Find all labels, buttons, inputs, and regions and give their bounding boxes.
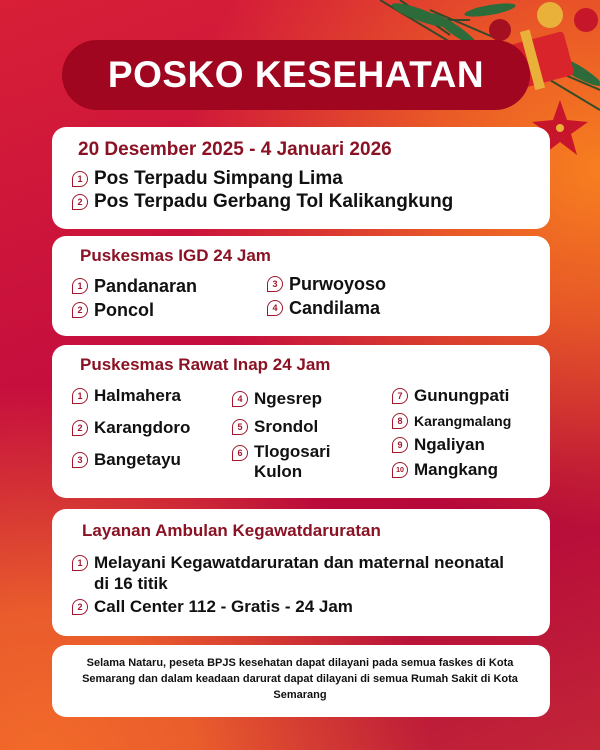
number-badge: 1 [72, 171, 88, 187]
number-badge: 2 [72, 420, 88, 436]
number-badge: 5 [232, 419, 248, 435]
number-badge: 1 [72, 388, 88, 404]
number-badge: 4 [267, 300, 283, 316]
list-item: 9 Ngaliyan [392, 434, 485, 456]
ambulan-card [52, 509, 550, 636]
number-badge: 2 [72, 599, 88, 615]
number-badge: 3 [267, 276, 283, 292]
number-badge: 4 [232, 391, 248, 407]
list-item: 3 Bangetayu [72, 449, 181, 471]
number-badge: 10 [392, 462, 408, 478]
list-item: 7 Gunungpati [392, 385, 509, 407]
number-badge: 3 [72, 452, 88, 468]
list-item: 2 Poncol [72, 299, 154, 321]
number-badge: 2 [72, 194, 88, 210]
list-item: 4 Candilama [267, 297, 380, 319]
list-item: 4 Ngesrep [232, 388, 322, 410]
number-badge: 8 [392, 413, 408, 429]
list-item: 10 Mangkang [392, 459, 498, 481]
title-banner [62, 40, 530, 110]
list-item: 1 Pos Terpadu Simpang Lima [72, 168, 343, 190]
list-item: 2 Call Center 112 - Gratis - 24 Jam [72, 596, 353, 618]
period-heading: 20 Desember 2025 - 4 Januari 2026 [78, 139, 392, 160]
number-badge: 1 [72, 555, 88, 571]
list-item: 6 Tlogosari Kulon [232, 442, 354, 482]
list-item: 3 Purwoyoso [267, 273, 386, 295]
posko-card [52, 127, 550, 229]
list-item: 1 Melayani Kegawatdaruratan dan maternal neonatal di 16 titik [72, 552, 532, 594]
list-item: 1 Pandanaran [72, 275, 197, 297]
page-title: POSKO KESEHATAN [107, 54, 485, 95]
ambulan-heading: Layanan Ambulan Kegawatdaruratan [82, 521, 381, 540]
number-badge: 7 [392, 388, 408, 404]
list-item: 2 Karangdoro [72, 417, 190, 439]
rawat-inap-card [52, 345, 550, 498]
number-badge: 6 [232, 445, 248, 461]
list-item: 1 Halmahera [72, 385, 181, 407]
number-badge: 9 [392, 437, 408, 453]
rawat-inap-heading: Puskesmas Rawat Inap 24 Jam [80, 355, 331, 374]
number-badge: 2 [72, 302, 88, 318]
number-badge: 1 [72, 278, 88, 294]
list-item: 5 Srondol [232, 416, 318, 438]
list-item: 8 Karangmalang [392, 410, 511, 432]
igd-heading: Puskesmas IGD 24 Jam [80, 246, 271, 265]
list-item: 2 Pos Terpadu Gerbang Tol Kalikangkung [72, 191, 453, 213]
igd-card [52, 236, 550, 336]
bpjs-note: Selama Nataru, peseta BPJS kesehatan dapat dilayani pada semua faskes di Kota Semarang dan dalam keadaan darurat dapat dilayani di semua Rumah Sakit di Kota Semarang [82, 657, 518, 701]
